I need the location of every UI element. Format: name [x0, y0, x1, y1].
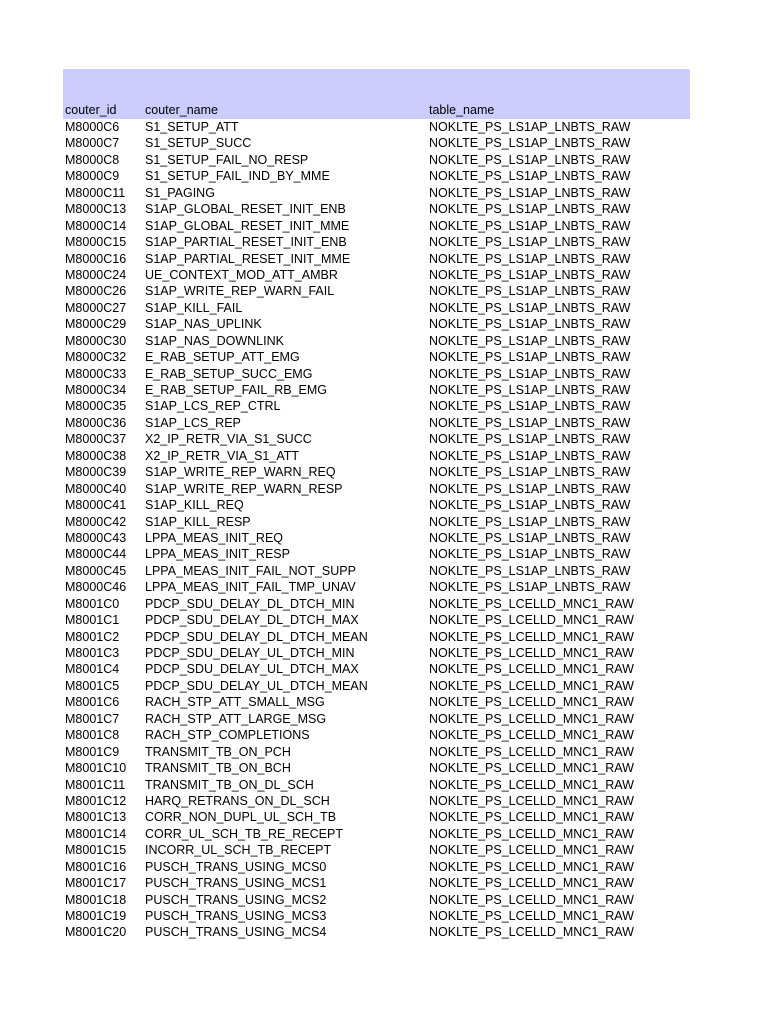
cell-couter-id: M8000C7	[65, 136, 120, 151]
table-row	[0, 168, 768, 184]
cell-couter-id: M8001C3	[65, 646, 120, 660]
cell-couter-id: M8001C8	[65, 728, 120, 743]
table-row	[0, 251, 768, 267]
table-row	[0, 629, 768, 645]
cell-couter-name: S1AP_NAS_UPLINK	[145, 317, 262, 332]
table-row	[0, 563, 768, 579]
cell-couter-name: S1AP_GLOBAL_RESET_INIT_ENB	[145, 202, 346, 217]
cell-table-name: NOKLTE_PS_LS1AP_LNBTS_RAW	[429, 580, 631, 595]
cell-couter-name: INCORR_UL_SCH_TB_RECEPT	[145, 843, 332, 858]
cell-table-name: NOKLTE_PS_LCELLD_MNC1_RAW	[429, 793, 634, 808]
cell-table-name: NOKLTE_PS_LCELLD_MNC1_RAW	[429, 892, 634, 907]
table-row	[0, 908, 768, 924]
cell-couter-name: UE_CONTEXT_MOD_ATT_AMBR	[145, 267, 338, 282]
table-row	[0, 316, 768, 332]
cell-table-name: NOKLTE_PS_LS1AP_LNBTS_RAW	[429, 169, 631, 184]
cell-couter-name: TRANSMIT_TB_ON_BCH	[145, 761, 291, 776]
cell-couter-name: S1AP_KILL_RESP	[145, 514, 251, 529]
table-row	[0, 711, 768, 727]
cell-couter-id: M8001C19	[65, 909, 127, 923]
cell-table-name: NOKLTE_PS_LCELLD_MNC1_RAW	[429, 711, 634, 726]
cell-couter-name: PUSCH_TRANS_USING_MCS2	[145, 892, 327, 907]
cell-couter-id: M8001C1	[65, 613, 120, 628]
cell-table-name: NOKLTE_PS_LS1AP_LNBTS_RAW	[429, 267, 631, 282]
cell-couter-id: M8001C20	[65, 925, 127, 940]
table-row	[0, 431, 768, 447]
cell-couter-name: CORR_NON_DUPL_UL_SCH_TB	[145, 810, 337, 825]
cell-table-name: NOKLTE_PS_LCELLD_MNC1_RAW	[429, 826, 634, 841]
cell-couter-id: M8000C11	[65, 185, 126, 200]
cell-couter-id: M8001C12	[65, 793, 127, 808]
column-header-couter-id: couter_id	[65, 103, 117, 117]
cell-couter-name: E_RAB_SETUP_ATT_EMG	[145, 350, 300, 365]
table-row	[0, 267, 768, 283]
cell-couter-id: M8000C32	[65, 350, 127, 365]
cell-couter-id: M8001C13	[65, 810, 127, 825]
cell-table-name: NOKLTE_PS_LS1AP_LNBTS_RAW	[429, 333, 631, 348]
table-row	[0, 283, 768, 299]
table-row	[0, 744, 768, 760]
cell-table-name: NOKLTE_PS_LCELLD_MNC1_RAW	[429, 876, 634, 891]
table-row	[0, 333, 768, 349]
cell-table-name: NOKLTE_PS_LCELLD_MNC1_RAW	[429, 678, 634, 693]
table-row	[0, 678, 768, 694]
table-row	[0, 185, 768, 201]
cell-couter-name: S1AP_LCS_REP	[145, 415, 241, 430]
cell-couter-id: M8001C16	[65, 859, 127, 874]
cell-table-name: NOKLTE_PS_LS1AP_LNBTS_RAW	[429, 481, 631, 496]
cell-table-name: NOKLTE_PS_LS1AP_LNBTS_RAW	[429, 448, 631, 463]
cell-couter-name: PUSCH_TRANS_USING_MCS0	[145, 859, 327, 874]
cell-couter-name: E_RAB_SETUP_FAIL_RB_EMG	[145, 383, 328, 397]
cell-couter-name: LPPA_MEAS_INIT_RESP	[145, 547, 290, 562]
table-body	[0, 119, 768, 941]
cell-couter-id: M8000C45	[65, 563, 127, 578]
table-row	[0, 842, 768, 858]
cell-couter-name: S1AP_WRITE_REP_WARN_RESP	[145, 481, 343, 496]
cell-couter-name: S1AP_GLOBAL_RESET_INIT_MME	[145, 218, 350, 233]
cell-couter-id: M8000C38	[65, 448, 127, 463]
cell-table-name: NOKLTE_PS_LS1AP_LNBTS_RAW	[429, 235, 631, 250]
table-row	[0, 300, 768, 316]
table-row	[0, 349, 768, 365]
cell-table-name: NOKLTE_PS_LCELLD_MNC1_RAW	[429, 646, 634, 660]
cell-table-name: NOKLTE_PS_LS1AP_LNBTS_RAW	[429, 498, 631, 513]
table-row	[0, 694, 768, 710]
cell-couter-id: M8001C7	[65, 711, 120, 726]
cell-couter-id: M8000C42	[65, 514, 127, 529]
cell-table-name: NOKLTE_PS_LCELLD_MNC1_RAW	[429, 596, 634, 611]
table-row	[0, 464, 768, 480]
cell-couter-id: M8001C0	[65, 596, 120, 611]
cell-table-name: NOKLTE_PS_LS1AP_LNBTS_RAW	[429, 251, 631, 266]
cell-couter-id: M8001C11	[65, 777, 126, 792]
cell-table-name: NOKLTE_PS_LS1AP_LNBTS_RAW	[429, 383, 631, 397]
table-row	[0, 661, 768, 677]
cell-couter-name: S1AP_PARTIAL_RESET_INIT_MME	[145, 251, 351, 266]
cell-couter-name: PDCP_SDU_DELAY_DL_DTCH_MAX	[145, 613, 359, 628]
cell-table-name: NOKLTE_PS_LS1AP_LNBTS_RAW	[429, 120, 631, 134]
table-row	[0, 579, 768, 595]
cell-couter-name: PDCP_SDU_DELAY_DL_DTCH_MEAN	[145, 629, 368, 644]
table-row	[0, 793, 768, 809]
cell-table-name: NOKLTE_PS_LCELLD_MNC1_RAW	[429, 695, 634, 710]
table-row	[0, 875, 768, 891]
table-row	[0, 546, 768, 562]
cell-couter-id: M8000C16	[65, 251, 127, 266]
cell-table-name: NOKLTE_PS_LS1AP_LNBTS_RAW	[429, 366, 631, 381]
cell-couter-name: PDCP_SDU_DELAY_UL_DTCH_MIN	[145, 646, 355, 660]
cell-couter-id: M8000C13	[65, 202, 127, 217]
cell-couter-name: E_RAB_SETUP_SUCC_EMG	[145, 366, 313, 381]
cell-table-name: NOKLTE_PS_LCELLD_MNC1_RAW	[429, 728, 634, 743]
cell-couter-name: PUSCH_TRANS_USING_MCS1	[145, 876, 327, 891]
cell-couter-name: LPPA_MEAS_INIT_FAIL_TMP_UNAV	[145, 580, 356, 595]
cell-couter-id: M8000C9	[65, 169, 120, 184]
cell-table-name: NOKLTE_PS_LS1AP_LNBTS_RAW	[429, 432, 631, 447]
cell-couter-name: CORR_UL_SCH_TB_RE_RECEPT	[145, 826, 343, 841]
table-row	[0, 645, 768, 661]
cell-table-name: NOKLTE_PS_LS1AP_LNBTS_RAW	[429, 415, 631, 430]
cell-couter-name: PUSCH_TRANS_USING_MCS3	[145, 909, 327, 923]
cell-couter-name: S1AP_LCS_REP_CTRL	[145, 399, 281, 414]
table-row	[0, 415, 768, 431]
table-row	[0, 119, 768, 135]
table-row	[0, 382, 768, 398]
cell-table-name: NOKLTE_PS_LCELLD_MNC1_RAW	[429, 810, 634, 825]
cell-couter-id: M8001C15	[65, 843, 127, 858]
table-row	[0, 809, 768, 825]
table-row	[0, 727, 768, 743]
table-row	[0, 892, 768, 908]
cell-couter-name: S1_SETUP_FAIL_NO_RESP	[145, 152, 309, 167]
cell-table-name: NOKLTE_PS_LCELLD_MNC1_RAW	[429, 777, 634, 792]
cell-couter-name: PDCP_SDU_DELAY_UL_DTCH_MEAN	[145, 678, 368, 693]
cell-couter-id: M8000C6	[65, 120, 120, 134]
cell-table-name: NOKLTE_PS_LCELLD_MNC1_RAW	[429, 843, 634, 858]
cell-couter-name: RACH_STP_COMPLETIONS	[145, 728, 310, 743]
table-row	[0, 152, 768, 168]
cell-couter-name: PDCP_SDU_DELAY_UL_DTCH_MAX	[145, 662, 359, 677]
cell-table-name: NOKLTE_PS_LS1AP_LNBTS_RAW	[429, 317, 631, 332]
column-header-table-name: table_name	[429, 103, 495, 117]
cell-couter-name: HARQ_RETRANS_ON_DL_SCH	[145, 793, 330, 808]
table-row	[0, 760, 768, 776]
cell-couter-id: M8000C8	[65, 152, 120, 167]
table-row	[0, 481, 768, 497]
cell-table-name: NOKLTE_PS_LS1AP_LNBTS_RAW	[429, 152, 631, 167]
cell-couter-id: M8000C14	[65, 218, 127, 233]
cell-couter-id: M8001C9	[65, 744, 120, 759]
cell-couter-id: M8001C4	[65, 662, 120, 677]
cell-table-name: NOKLTE_PS_LS1AP_LNBTS_RAW	[429, 465, 631, 480]
table-row	[0, 530, 768, 546]
cell-table-name: NOKLTE_PS_LCELLD_MNC1_RAW	[429, 761, 634, 776]
table-row	[0, 777, 768, 793]
cell-table-name: NOKLTE_PS_LS1AP_LNBTS_RAW	[429, 218, 631, 233]
cell-couter-name: S1_SETUP_FAIL_IND_BY_MME	[145, 169, 330, 184]
cell-couter-id: M8000C43	[65, 530, 127, 545]
cell-couter-name: X2_IP_RETR_VIA_S1_ATT	[145, 448, 300, 463]
cell-couter-id: M8000C35	[65, 399, 127, 414]
cell-couter-id: M8001C2	[65, 629, 120, 644]
cell-table-name: NOKLTE_PS_LCELLD_MNC1_RAW	[429, 629, 634, 644]
table-row	[0, 448, 768, 464]
cell-couter-name: S1_PAGING	[145, 185, 215, 200]
cell-couter-id: M8000C36	[65, 415, 127, 430]
cell-couter-name: S1_SETUP_SUCC	[145, 136, 252, 151]
table-row	[0, 234, 768, 250]
column-header-couter-name: couter_name	[145, 103, 218, 117]
cell-table-name: NOKLTE_PS_LCELLD_MNC1_RAW	[429, 744, 634, 759]
cell-couter-id: M8000C33	[65, 366, 127, 381]
cell-table-name: NOKLTE_PS_LS1AP_LNBTS_RAW	[429, 514, 631, 529]
cell-couter-id: M8000C34	[65, 383, 127, 397]
table-row	[0, 201, 768, 217]
cell-couter-id: M8001C18	[65, 892, 127, 907]
table-row	[0, 612, 768, 628]
cell-table-name: NOKLTE_PS_LS1AP_LNBTS_RAW	[429, 399, 631, 414]
cell-couter-id: M8000C24	[65, 267, 127, 282]
cell-couter-name: RACH_STP_ATT_SMALL_MSG	[145, 695, 325, 710]
cell-table-name: NOKLTE_PS_LS1AP_LNBTS_RAW	[429, 185, 631, 200]
cell-couter-id: M8001C5	[65, 678, 120, 693]
cell-couter-name: S1AP_KILL_FAIL	[145, 300, 243, 315]
table-row	[0, 366, 768, 382]
cell-couter-name: RACH_STP_ATT_LARGE_MSG	[145, 711, 327, 726]
table-row	[0, 218, 768, 234]
table-row	[0, 826, 768, 842]
table-row	[0, 596, 768, 612]
table-row	[0, 398, 768, 414]
table-row	[0, 859, 768, 875]
cell-couter-id: M8000C26	[65, 284, 127, 299]
cell-table-name: NOKLTE_PS_LS1AP_LNBTS_RAW	[429, 350, 631, 365]
cell-couter-id: M8000C29	[65, 317, 127, 332]
cell-couter-name: PDCP_SDU_DELAY_DL_DTCH_MIN	[145, 596, 355, 611]
cell-table-name: NOKLTE_PS_LCELLD_MNC1_RAW	[429, 909, 634, 923]
cell-couter-name: LPPA_MEAS_INIT_REQ	[145, 530, 284, 545]
cell-couter-name: TRANSMIT_TB_ON_PCH	[145, 744, 291, 759]
cell-couter-id: M8000C27	[65, 300, 127, 315]
cell-couter-name: S1AP_KILL_REQ	[145, 498, 244, 513]
cell-couter-name: S1AP_WRITE_REP_WARN_REQ	[145, 465, 336, 480]
cell-table-name: NOKLTE_PS_LS1AP_LNBTS_RAW	[429, 136, 631, 151]
cell-table-name: NOKLTE_PS_LS1AP_LNBTS_RAW	[429, 300, 631, 315]
cell-table-name: NOKLTE_PS_LS1AP_LNBTS_RAW	[429, 530, 631, 545]
table-row	[0, 514, 768, 530]
cell-table-name: NOKLTE_PS_LCELLD_MNC1_RAW	[429, 662, 634, 677]
cell-couter-id: M8000C37	[65, 432, 127, 447]
cell-couter-name: S1AP_PARTIAL_RESET_INIT_ENB	[145, 235, 347, 250]
cell-table-name: NOKLTE_PS_LCELLD_MNC1_RAW	[429, 925, 634, 940]
table-row	[0, 924, 768, 940]
cell-couter-name: PUSCH_TRANS_USING_MCS4	[145, 925, 327, 940]
table-row	[0, 135, 768, 151]
cell-couter-id: M8000C30	[65, 333, 127, 348]
cell-table-name: NOKLTE_PS_LCELLD_MNC1_RAW	[429, 859, 634, 874]
cell-couter-name: S1_SETUP_ATT	[145, 120, 239, 134]
cell-couter-id: M8001C17	[65, 876, 127, 891]
cell-couter-id: M8001C14	[65, 826, 127, 841]
cell-couter-id: M8000C44	[65, 547, 127, 562]
cell-table-name: NOKLTE_PS_LCELLD_MNC1_RAW	[429, 613, 634, 628]
cell-couter-name: TRANSMIT_TB_ON_DL_SCH	[145, 777, 314, 792]
table-row	[0, 497, 768, 513]
cell-table-name: NOKLTE_PS_LS1AP_LNBTS_RAW	[429, 547, 631, 562]
cell-couter-id: M8001C6	[65, 695, 120, 710]
cell-couter-id: M8000C39	[65, 465, 127, 480]
cell-table-name: NOKLTE_PS_LS1AP_LNBTS_RAW	[429, 202, 631, 217]
cell-couter-name: LPPA_MEAS_INIT_FAIL_NOT_SUPP	[145, 563, 356, 578]
cell-couter-id: M8000C46	[65, 580, 127, 595]
cell-table-name: NOKLTE_PS_LS1AP_LNBTS_RAW	[429, 284, 631, 299]
cell-couter-id: M8000C40	[65, 481, 127, 496]
cell-couter-name: S1AP_NAS_DOWNLINK	[145, 333, 284, 348]
cell-table-name: NOKLTE_PS_LS1AP_LNBTS_RAW	[429, 563, 631, 578]
cell-couter-id: M8000C15	[65, 235, 127, 250]
cell-couter-id: M8001C10	[65, 761, 127, 776]
cell-couter-name: X2_IP_RETR_VIA_S1_SUCC	[145, 432, 312, 447]
cell-couter-id: M8000C41	[65, 498, 127, 513]
cell-couter-name: S1AP_WRITE_REP_WARN_FAIL	[145, 284, 335, 299]
